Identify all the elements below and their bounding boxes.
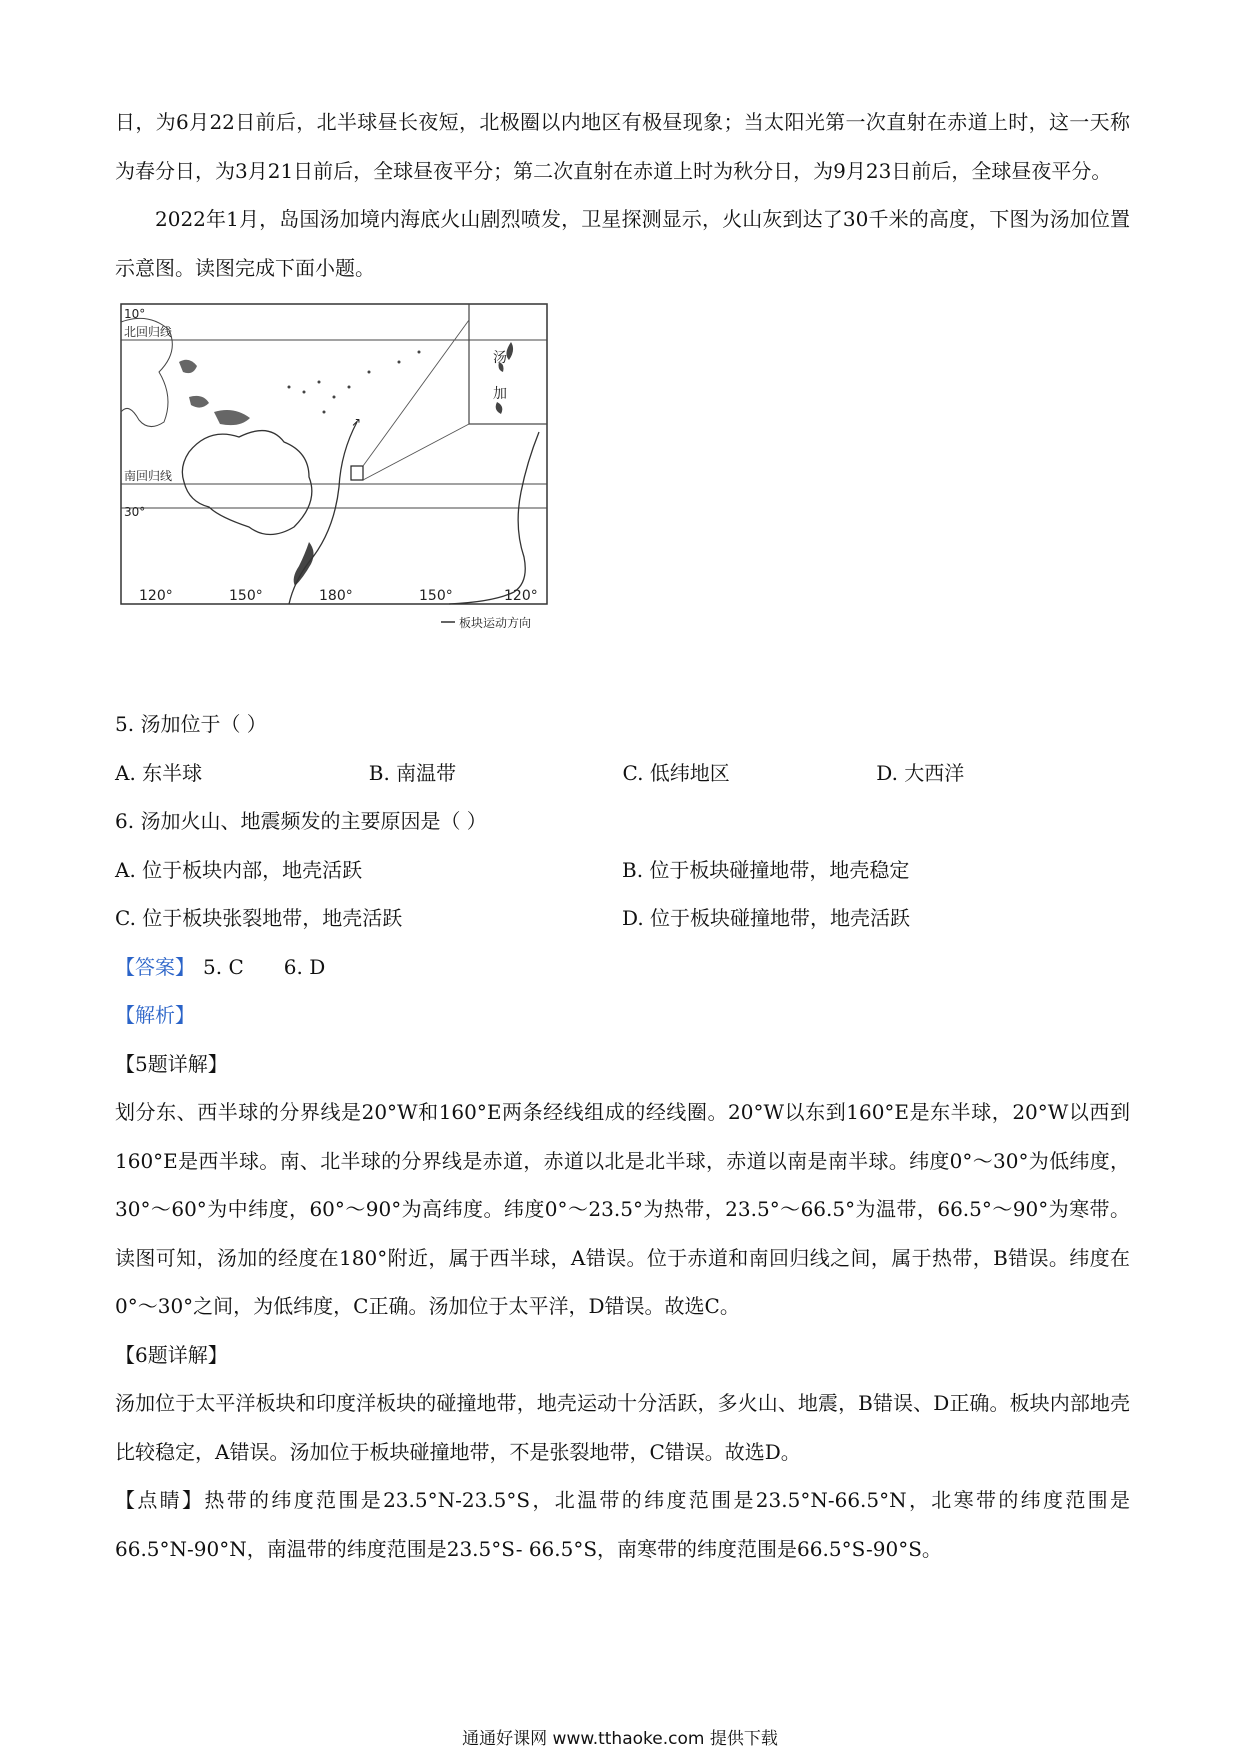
- inset-connector-top: [363, 320, 469, 466]
- map-inset: [469, 304, 547, 424]
- q5-option-a[interactable]: A. 东半球: [115, 760, 203, 785]
- answer-label: 【答案】: [115, 954, 195, 979]
- page-footer: 通通好课网 www.tthaoke.com 提供下载: [462, 1729, 778, 1749]
- tip-text: 热带的纬度范围是23.5°N-23.5°S，北温带的纬度范围是23.5°N-66.5°N，北寒带的纬度范围是66.5°N-90°N，南温带的纬度范围是23.5°S- 66.5°S，南寒带的纬度范围是66.5°S-90°S。: [115, 1488, 1131, 1561]
- q6-option-a[interactable]: A. 位于板块内部，地壳活跃: [115, 857, 363, 882]
- tonga-location-map: [119, 302, 619, 682]
- question-5-stem: 5. 汤加位于（ ）: [115, 712, 267, 736]
- paragraph-solstice: 日，为6月22日前后，北半球昼长夜短，北极圈以内地区有极昼现象；当太阳光第一次直射在赤道上时，这一天称为春分日，为3月21日前后，全球昼夜平分；第二次直射在赤道上时为秋分日，为9月23日前后，全球昼夜平分。: [115, 110, 1130, 183]
- detail-5-heading: 【5题详解】: [115, 1051, 228, 1076]
- land-new-zealand: [294, 542, 314, 586]
- question-6-stem: 6. 汤加火山、地震频发的主要原因是（ ）: [115, 809, 487, 833]
- lat-label-10: 10°: [124, 307, 146, 321]
- q5-option-d[interactable]: D. 大西洋: [876, 760, 965, 785]
- detail-6-text: 汤加位于太平洋板块和印度洋板块的碰撞地带，地壳运动十分活跃，多火山、地震，B错误、D正确。板块内部地壳比较稳定，A错误。汤加位于板块碰撞地带，不是张裂地带，C错误。故选D。: [115, 1391, 1130, 1464]
- document-content: [115, 98, 1130, 1573]
- paragraph-tonga-intro: 2022年1月，岛国汤加境内海底火山剧烈喷发，卫星探测显示，火山灰到达了30千米的高度，下图为汤加位置示意图。读图完成下面小题。: [115, 207, 1130, 280]
- land-islands: [179, 360, 250, 425]
- lon-label-120w: 120°: [504, 588, 538, 604]
- tip-label: 【点睛】: [115, 1488, 205, 1512]
- tonga-marker-box: [351, 466, 363, 480]
- detail-5-text: 划分东、西半球的分界线是20°W和160°E两条经线组成的经线圈。20°W以东到160°E是东半球，20°W以西到160°E是西半球。南、北半球的分界线是赤道，赤道以北是北半球，赤道以南是南半球。纬度0°～30°为低纬度，30°～60°为中纬度，60°～90°为高纬度。纬度0°～23.5°为热带，23.5°～66.5°为温带，66.5°～90°为寒带。读图可知，汤加的经度在180°附近，属于西半球，A错误。位于赤道和南回归线之间，属于热带，B错误。纬度在0°～30°之间，为低纬度，C正确。汤加位于太平洋，D错误。故选C。: [115, 1100, 1130, 1318]
- inset-label-tang: 汤: [493, 350, 507, 366]
- lat-label-south-tropic: 南回归线: [124, 469, 173, 483]
- tip-paragraph: [115, 1476, 1130, 1573]
- land-australia: [182, 431, 312, 535]
- q6-option-c[interactable]: C. 位于板块张裂地带，地壳活跃: [115, 906, 403, 930]
- question-6-options-row1: [115, 846, 1130, 895]
- map-frame: [121, 304, 547, 604]
- lon-label-120e: 120°: [139, 588, 173, 604]
- plate-motion-arrow: ↗: [351, 415, 362, 429]
- inset-label-jia: 加: [493, 386, 507, 402]
- q5-option-c[interactable]: C. 低纬地区: [622, 760, 730, 785]
- lat-label-north-tropic: 北回归线: [124, 325, 173, 339]
- inset-connector-bottom: [363, 424, 469, 480]
- detail-6-heading: 【6题详解】: [115, 1342, 228, 1367]
- lat-label-30: 30°: [124, 505, 146, 519]
- legend-label: 板块运动方向: [459, 616, 532, 630]
- plate-boundary: [289, 422, 357, 604]
- q6-option-b[interactable]: B. 位于板块碰撞地带，地壳稳定: [622, 857, 910, 882]
- answer-line: [115, 943, 1130, 992]
- q5-option-b[interactable]: B. 南温带: [368, 760, 457, 785]
- question-5-options: [115, 749, 1130, 798]
- lon-label-150e: 150°: [229, 588, 263, 604]
- land-pacific-islands: [288, 351, 421, 414]
- q6-option-d[interactable]: D. 位于板块碰撞地带，地壳活跃: [622, 906, 911, 930]
- answer-6: 6. D: [283, 954, 326, 979]
- lon-label-180: 180°: [319, 588, 353, 604]
- question-6-options-row2: [115, 894, 1130, 943]
- land-south-america: [449, 432, 539, 604]
- analysis-label: 【解析】: [115, 1003, 195, 1027]
- lon-label-150w: 150°: [419, 588, 453, 604]
- answer-5: 5. C: [203, 954, 244, 979]
